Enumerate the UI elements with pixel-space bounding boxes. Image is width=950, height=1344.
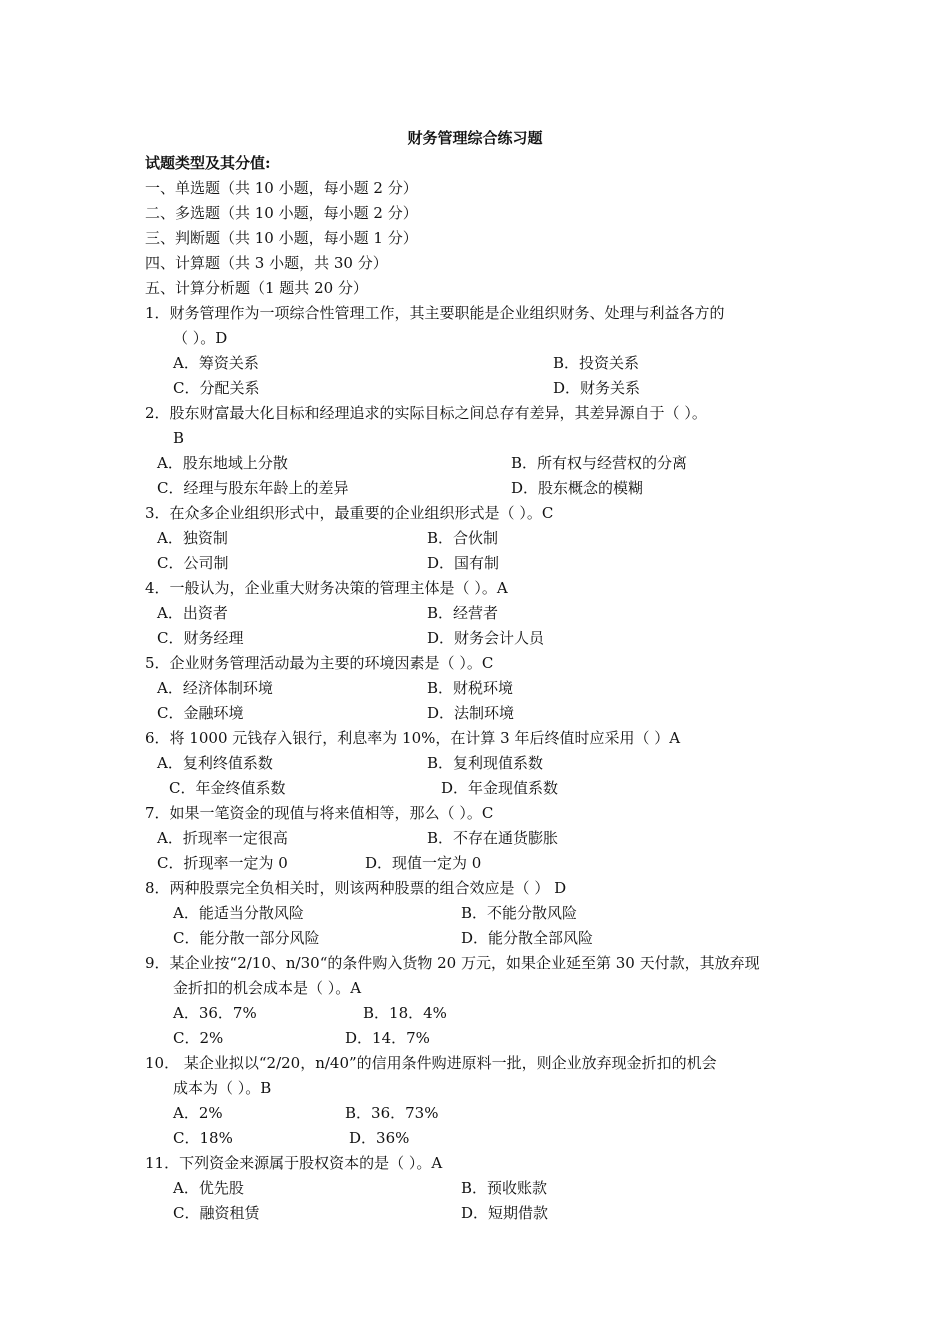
question-8-text: 8．两种股票完全负相关时，则该两种股票的组合效应是（ ） D	[145, 879, 567, 897]
question-11-option-b: B．预收账款	[461, 1179, 548, 1197]
question-3-option-a: A．独资制	[157, 529, 228, 547]
type-item: 一、单选题（共 10 小题，每小题 2 分）	[145, 179, 418, 197]
question-10-option-a: A．2%	[173, 1104, 223, 1122]
question-9-option-d: D．14．7%	[345, 1029, 430, 1047]
question-2-text: 2．股东财富最大化目标和经理追求的实际目标之间总存有差异，其差异源自于（ ）。	[145, 404, 707, 422]
question-4-option-c: C．财务经理	[157, 629, 244, 647]
question-2-option-d: D．股东概念的模糊	[511, 479, 644, 497]
question-4-option-b: B．经营者	[427, 604, 499, 622]
question-10-text-cont: 成本为（ ）。B	[173, 1079, 272, 1097]
question-1-option-b: B．投资关系	[553, 354, 640, 372]
question-2-text-cont: B	[173, 429, 185, 447]
question-3-option-d: D．国有制	[427, 554, 500, 572]
question-1-option-d: D．财务关系	[553, 379, 641, 397]
question-9-option-b: B．18．4%	[363, 1004, 447, 1022]
question-2-option-b: B．所有权与经营权的分离	[511, 454, 688, 472]
question-10-option-c: C．18%	[173, 1129, 233, 1147]
question-9-text: 9．某企业按“2/10、n/30“的条件购入货物 20 万元，如果企业延至第 30 天付款，其放弃现	[145, 954, 760, 972]
question-4-text: 4．一般认为，企业重大财务决策的管理主体是（ ）。A	[145, 579, 508, 597]
question-8-option-c: C．能分散一部分风险	[173, 929, 320, 947]
question-5-option-b: B．财税环境	[427, 679, 514, 697]
question-5-option-a: A．经济体制环境	[157, 679, 273, 697]
question-10-option-b: B．36．73%	[345, 1104, 439, 1122]
question-6-option-d: D．年金现值系数	[441, 779, 559, 797]
question-7-option-a: A．折现率一定很高	[157, 829, 288, 847]
question-11-text: 11．下列资金来源属于股权资本的是（ ）。A	[145, 1154, 443, 1172]
type-item: 四、计算题（共 3 小题，共 30 分）	[145, 254, 388, 272]
question-1-option-c: C．分配关系	[173, 379, 260, 397]
question-10-text: 10． 某企业拟以“2/20，n/40”的信用条件购进原料一批，则企业放弃现金折扣的机会	[145, 1054, 717, 1072]
question-3-option-b: B．合伙制	[427, 529, 499, 547]
question-9-option-a: A．36．7%	[173, 1004, 257, 1022]
question-11-option-d: D．短期借款	[461, 1204, 549, 1222]
question-7-option-c: C．折现率一定为 0	[157, 854, 288, 872]
question-5-text: 5．企业财务管理活动最为主要的环境因素是（ ）。C	[145, 654, 494, 672]
question-1-option-a: A．筹资关系	[173, 354, 259, 372]
question-11-option-a: A．优先股	[173, 1179, 244, 1197]
question-6-text: 6．将 1000 元钱存入银行，利息率为 10%，在计算 3 年后终值时应采用（ ）A	[145, 729, 681, 747]
question-7-text: 7．如果一笔资金的现值与将来值相等，那么（ ）。C	[145, 804, 494, 822]
question-4-option-a: A．出资者	[157, 604, 228, 622]
question-11-option-c: C．融资租赁	[173, 1204, 260, 1222]
question-9-option-c: C．2%	[173, 1029, 224, 1047]
question-6-option-b: B．复利现值系数	[427, 754, 544, 772]
question-5-option-c: C．金融环境	[157, 704, 244, 722]
question-2-option-a: A．股东地域上分散	[157, 454, 288, 472]
question-1-text-cont: （ ）。D	[173, 329, 228, 347]
question-3-text: 3．在众多企业组织形式中，最重要的企业组织形式是（ ）。C	[145, 504, 554, 522]
question-8-option-b: B．不能分散风险	[461, 904, 578, 922]
type-item: 五、计算分析题（1 题共 20 分）	[145, 279, 368, 297]
document-title: 财务管理综合练习题	[407, 129, 543, 147]
question-2-option-c: C．经理与股东年龄上的差异	[157, 479, 349, 497]
question-7-option-d: D．现值一定为 0	[365, 854, 482, 872]
type-item: 二、多选题（共 10 小题，每小题 2 分）	[145, 204, 418, 222]
question-6-option-a: A．复利终值系数	[157, 754, 273, 772]
question-4-option-d: D．财务会计人员	[427, 629, 545, 647]
question-8-option-d: D．能分散全部风险	[461, 929, 594, 947]
question-9-text-cont: 金折扣的机会成本是（ ）。A	[173, 979, 362, 997]
question-3-option-c: C．公司制	[157, 554, 229, 572]
question-8-option-a: A．能适当分散风险	[173, 904, 304, 922]
question-5-option-d: D．法制环境	[427, 704, 515, 722]
type-item: 三、判断题（共 10 小题，每小题 1 分）	[145, 229, 418, 247]
types-heading: 试题类型及其分值:	[145, 154, 271, 172]
question-10-option-d: D．36%	[349, 1129, 410, 1147]
question-7-option-b: B．不存在通货膨胀	[427, 829, 559, 847]
question-1-text: 1．财务管理作为一项综合性管理工作，其主要职能是企业组织财务、处理与利益各方的	[145, 304, 725, 322]
question-6-option-c: C．年金终值系数	[169, 779, 286, 797]
